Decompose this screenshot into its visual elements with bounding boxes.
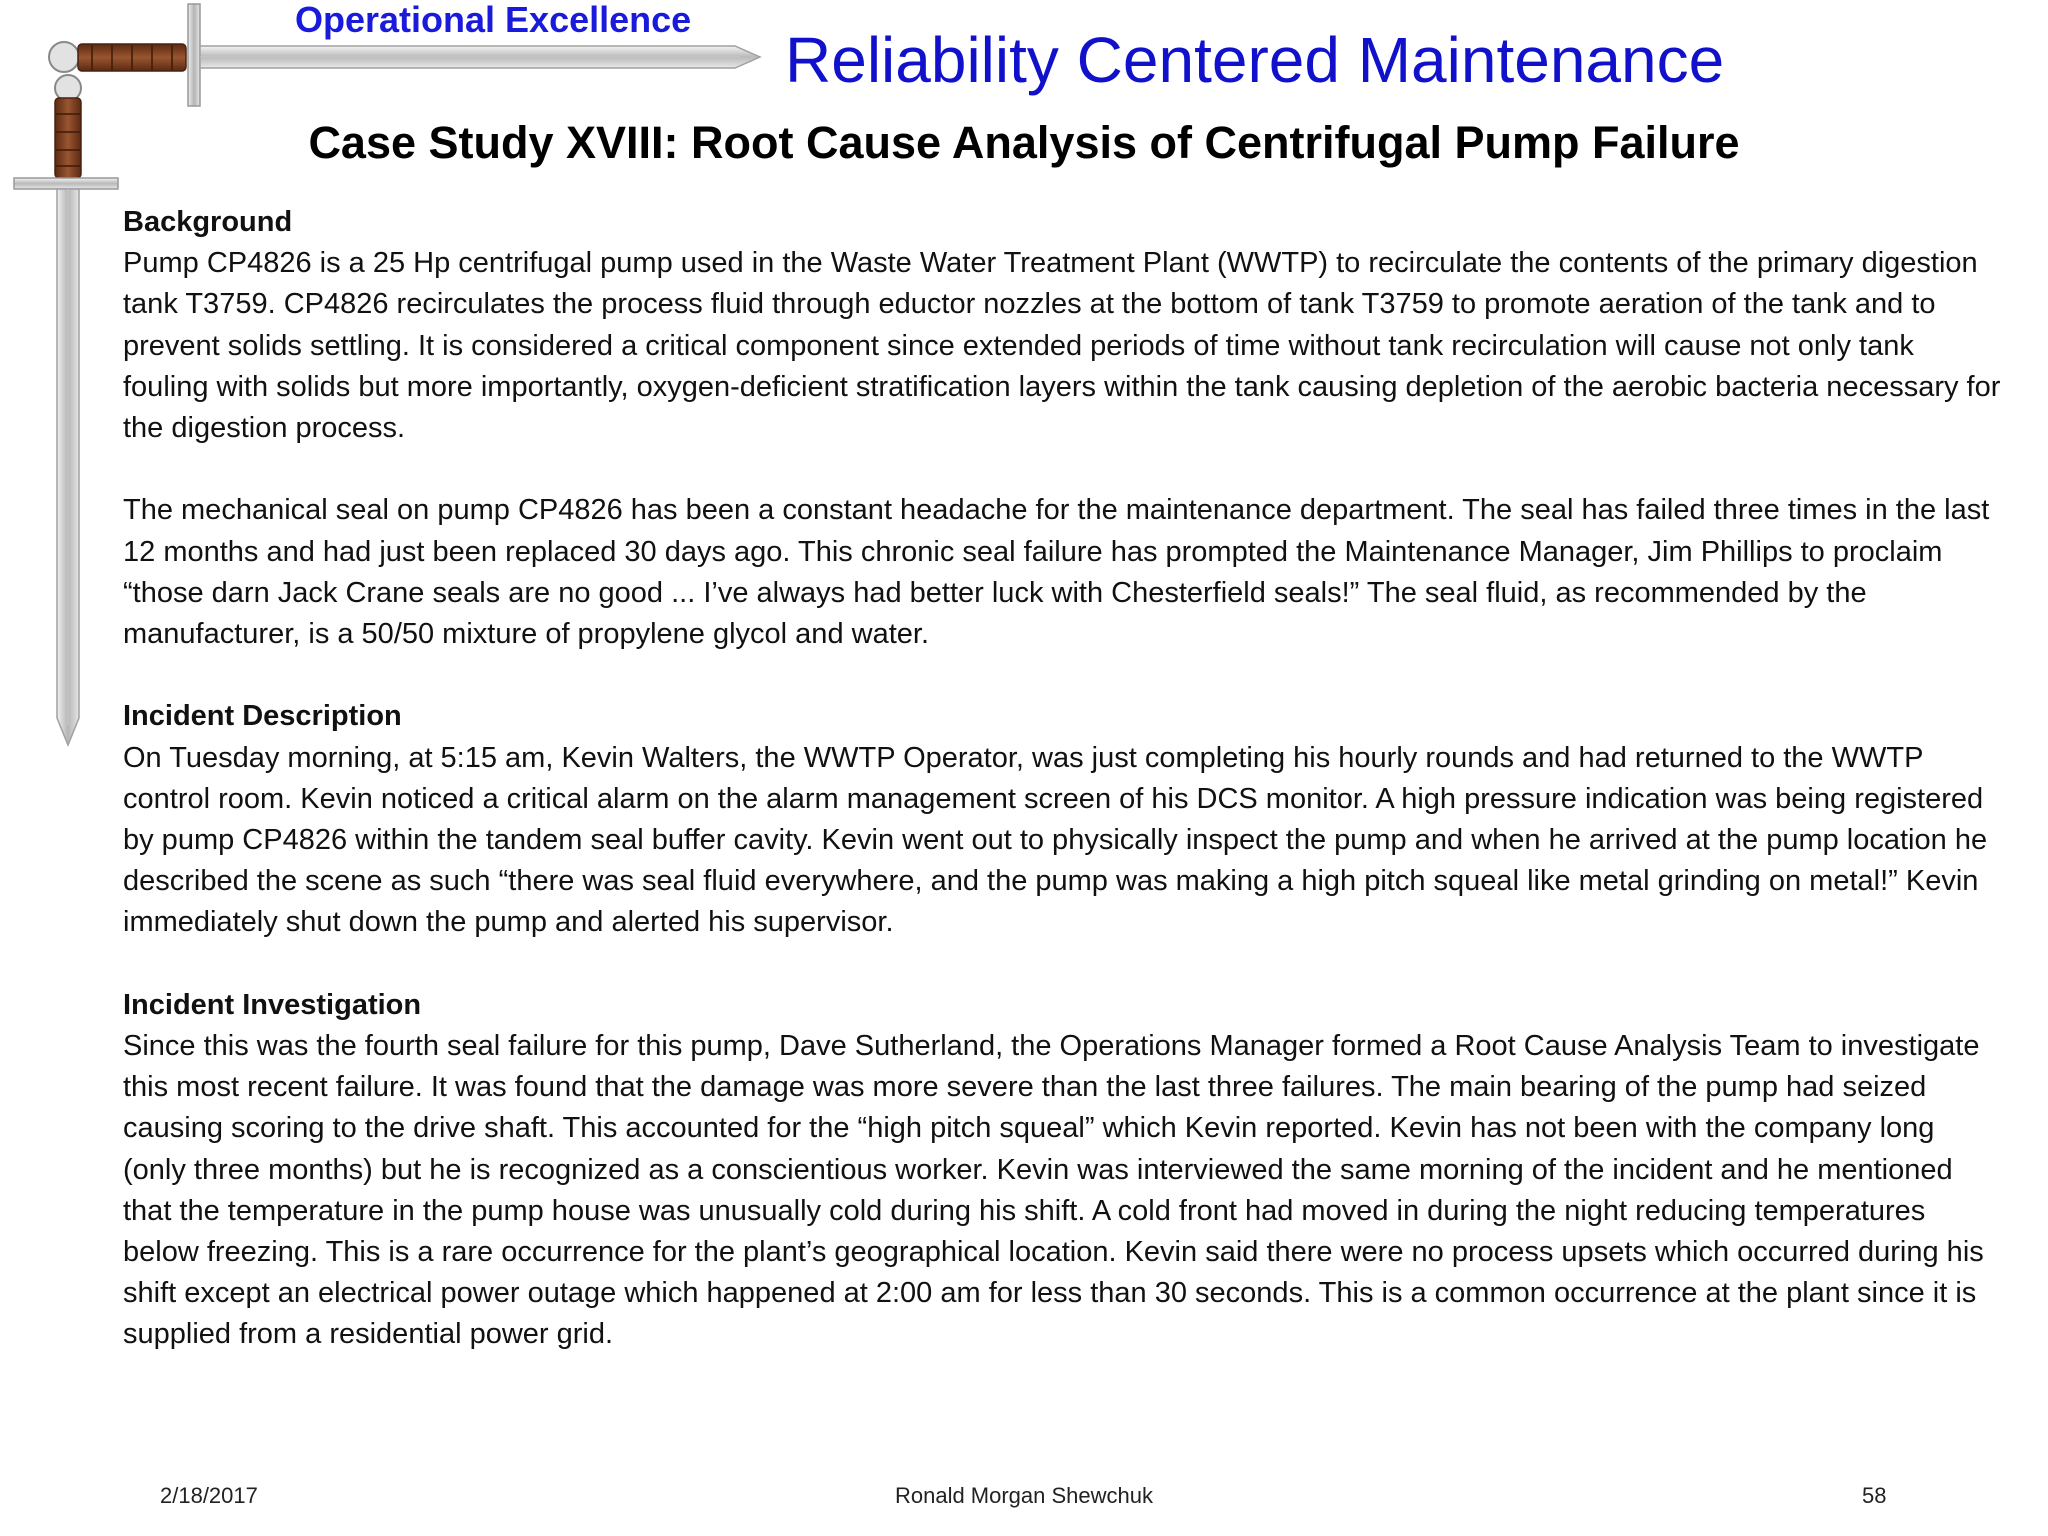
paragraph: The mechanical seal on pump CP4826 has been a constant headache for the maintenance department. The seal has failed three times in the last 12 months and had just been replaced 30 days ago. This chronic seal failure has prompted the Maintenance Manager, Jim Phillips to proclaim “those darn Jack Crane seals are no good ... I’ve always had better luck with Chesterfield seals!” The seal fluid, as recommended by the manufacturer, is a 50/50 mixture of propylene glycol and water. [123, 494, 1990, 651]
footer-date: 2/18/2017 [160, 1483, 258, 1508]
section-background [123, 202, 2003, 655]
brand-label: Operational Excellence [295, 0, 692, 40]
paragraph: Pump CP4826 is a 25 Hp centrifugal pump used in the Waste Water Treatment Plant (WWTP) to recirculate the contents of the primary digestion tank T3759. CP4826 recirculates the process fluid through eductor nozzles at the bottom of tank T3759 to promote aeration of the tank and to prevent solids settling. It is considered a critical component since extended periods of time without tank recirculation will cause not only tank fouling with solids but more importantly, oxygen-deficient stratification layers within the tank causing depletion of the aerobic bacteria necessary for the digestion process. [123, 247, 2001, 445]
footer-page-number: 58 [1862, 1483, 1887, 1508]
slide-body [123, 202, 2003, 1356]
slide-title: Reliability Centered Maintenance [785, 24, 1725, 96]
section-heading: Incident Investigation [123, 988, 422, 1021]
paragraph: Since this was the fourth seal failure for this pump, Dave Sutherland, the Operations Manager formed a Root Cause Analysis Team to investigate this most recent failure. It was found that the damage was more severe than the last three failures. The main bearing of the pump had seized causing scoring to the drive shaft. This accounted for the “high pitch squeal” which Kevin reported. Kevin has not been with the company long (only three months) but he is recognized as a conscientious worker. Kevin was interviewed the same morning of the incident and he mentioned that the temperature in the pump house was unusually cold during his shift. A cold front had moved in during the night reducing temperatures below freezing. This is a rare occurrence for the plant’s geographical location. Kevin said there were no process upsets which occurred during his shift except an electrical power outage which happened at 2:00 am for less than 30 seconds. This is a common occurrence at the plant since it is supplied from a residential power grid. [123, 1030, 1984, 1351]
paragraph: On Tuesday morning, at 5:15 am, Kevin Walters, the WWTP Operator, was just completing his hourly rounds and had returned to the WWTP control room. Kevin noticed a critical alarm on the alarm management screen of his DCS monitor. A high pressure indication was being registered by pump CP4826 within the tandem seal buffer cavity. Kevin went out to physically inspect the pump and when he arrived at the pump location he described the scene as such “there was seal fluid everywhere, and the pump was making a high pitch squeal like metal grinding on metal!” Kevin immediately shut down the pump and alerted his supervisor. [123, 741, 1988, 939]
footer-author: Ronald Morgan Shewchuk [894, 1483, 1154, 1508]
vertical-sword [14, 75, 118, 745]
section-heading: Background [123, 206, 293, 238]
section-heading: Incident Description [123, 700, 402, 733]
section-incident-investigation [123, 985, 2003, 1356]
section-incident-description [123, 696, 2003, 943]
case-study-title: Case Study XVIII: Root Cause Analysis of Centrifugal Pump Failure [308, 117, 1740, 168]
